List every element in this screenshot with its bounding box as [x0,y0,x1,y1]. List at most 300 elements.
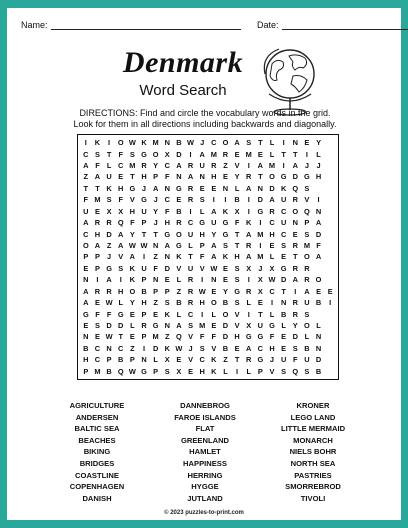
grid-letter[interactable]: K [211,355,217,365]
grid-letter[interactable]: G [234,286,240,296]
grid-letter[interactable] [324,251,336,262]
grid-letter[interactable]: E [222,172,228,182]
grid-letter[interactable]: U [83,206,89,216]
grid-letter[interactable]: R [106,218,112,228]
grid-letter[interactable]: H [234,252,240,262]
grid-letter[interactable]: J [200,138,205,148]
grid-letter[interactable]: W [128,366,136,376]
grid-letter[interactable]: Z [176,286,182,296]
grid-letter[interactable]: D [257,195,264,205]
grid-letter[interactable]: N [199,172,205,182]
grid-letter[interactable]: I [317,195,320,205]
grid-letter[interactable] [324,354,336,365]
grid-letter[interactable]: H [199,366,205,376]
grid-letter[interactable]: A [315,252,322,262]
grid-letter[interactable]: A [176,161,182,171]
grid-letter[interactable]: F [95,309,100,319]
grid-letter[interactable]: O [292,206,299,216]
grid-letter[interactable]: T [188,252,193,262]
grid-letter[interactable]: N [257,183,264,193]
grid-letter[interactable]: P [153,286,159,296]
grid-letter[interactable]: G [304,172,310,182]
grid-letter[interactable]: S [94,321,100,331]
grid-letter[interactable]: E [211,321,217,331]
grid-letter[interactable]: M [94,195,101,205]
grid-letter[interactable]: B [176,206,182,216]
grid-letter[interactable]: F [211,332,217,342]
grid-letter[interactable]: G [152,321,159,331]
grid-letter[interactable]: E [199,183,205,193]
grid-letter[interactable]: W [187,138,195,148]
grid-letter[interactable] [324,183,336,194]
grid-letter[interactable]: R [187,286,194,296]
grid-letter[interactable]: A [211,206,217,216]
grid-letter[interactable]: L [246,366,251,376]
grid-letter[interactable]: K [164,343,170,353]
grid-letter[interactable]: T [141,229,147,239]
grid-letter[interactable]: V [234,309,240,319]
grid-letter[interactable]: R [141,161,147,171]
grid-letter[interactable]: E [257,298,263,308]
grid-letter[interactable]: I [259,218,262,228]
grid-letter[interactable]: A [304,286,310,296]
grid-letter[interactable]: A [246,183,252,193]
grid-letter[interactable]: R [94,286,101,296]
grid-letter[interactable]: A [292,161,298,171]
grid-letter[interactable]: A [246,343,252,353]
grid-letter[interactable]: A [315,218,322,228]
grid-letter[interactable]: R [304,275,310,285]
grid-letter[interactable]: A [199,149,205,159]
grid-letter[interactable]: K [222,206,229,216]
grid-letter[interactable]: I [236,366,239,376]
grid-letter[interactable]: Q [117,218,124,228]
grid-letter[interactable]: E [281,252,287,262]
grid-letter[interactable]: M [257,252,264,262]
grid-letter[interactable]: G [245,332,252,342]
grid-letter[interactable]: R [292,298,298,308]
grid-letter[interactable] [324,148,336,159]
grid-letter[interactable] [324,194,336,205]
grid-letter[interactable]: V [304,195,310,205]
grid-letter[interactable]: N [315,206,322,216]
grid-letter[interactable]: G [141,195,147,205]
grid-letter[interactable]: G [257,206,264,216]
grid-letter[interactable]: K [94,138,101,148]
grid-letter[interactable]: B [315,298,322,308]
grid-letter[interactable]: E [316,286,321,296]
grid-letter[interactable]: E [269,241,275,251]
grid-letter[interactable]: D [176,149,182,159]
grid-letter[interactable]: P [94,252,100,262]
grid-letter[interactable] [324,263,336,274]
grid-letter[interactable]: N [222,183,229,193]
grid-letter[interactable] [324,320,336,331]
grid-letter[interactable]: H [199,229,205,239]
grid-letter[interactable]: K [106,183,112,193]
grid-letter[interactable]: E [234,149,240,159]
grid-letter[interactable]: L [223,366,228,376]
grid-letter[interactable]: E [94,206,100,216]
grid-letter[interactable]: M [210,149,217,159]
grid-letter[interactable]: A [246,252,252,262]
grid-letter[interactable]: T [83,183,89,193]
grid-letter[interactable]: Q [176,332,182,342]
grid-letter[interactable]: L [269,252,275,262]
grid-letter[interactable]: Q [117,366,124,376]
grid-letter[interactable]: K [129,263,136,273]
grid-letter[interactable]: I [108,138,111,148]
grid-letter[interactable]: H [141,298,147,308]
grid-letter[interactable]: S [234,298,240,308]
grid-letter[interactable]: F [293,355,298,365]
grid-letter[interactable]: A [118,229,124,239]
grid-letter[interactable]: L [304,332,310,342]
grid-letter[interactable]: U [187,229,194,239]
grid-letter[interactable]: A [176,321,182,331]
grid-letter[interactable]: G [280,172,287,182]
grid-letter[interactable]: I [142,252,146,262]
grid-letter[interactable]: R [246,286,252,296]
grid-letter[interactable]: B [280,309,287,319]
grid-letter[interactable]: S [304,229,310,239]
grid-letter[interactable]: E [257,149,263,159]
grid-letter[interactable]: V [188,332,193,342]
grid-letter[interactable]: E [153,309,159,319]
grid-letter[interactable]: A [83,286,89,296]
grid-letter[interactable]: C [211,138,217,148]
grid-letter[interactable]: E [83,321,89,331]
grid-letter[interactable]: I [247,206,250,216]
grid-letter[interactable]: L [176,309,182,319]
grid-letter[interactable]: E [94,332,100,342]
grid-letter[interactable]: E [176,195,182,205]
grid-letter[interactable] [324,274,336,285]
grid-letter[interactable]: C [269,286,275,296]
grid-letter[interactable]: X [257,275,263,285]
grid-letter[interactable]: N [292,218,298,228]
grid-letter[interactable]: K [164,309,170,319]
grid-letter[interactable]: S [164,366,170,376]
grid-letter[interactable]: U [187,263,194,273]
grid-letter[interactable]: K [222,252,229,262]
grid-letter[interactable]: A [106,275,112,285]
grid-letter[interactable]: R [292,263,298,273]
grid-letter[interactable]: I [247,309,250,319]
grid-letter[interactable]: L [188,241,193,251]
grid-letter[interactable]: F [130,218,135,228]
grid-letter[interactable]: V [129,195,135,205]
grid-letter[interactable]: P [304,218,310,228]
grid-letter[interactable]: U [304,355,310,365]
grid-letter[interactable]: H [129,206,136,216]
grid-letter[interactable]: E [211,183,217,193]
grid-letter[interactable]: L [234,183,240,193]
grid-letter[interactable]: B [222,298,229,308]
grid-letter[interactable]: X [234,206,240,216]
grid-letter[interactable]: J [107,252,112,262]
grid-letter[interactable]: J [188,343,193,353]
grid-letter[interactable]: R [106,286,112,296]
grid-letter[interactable]: G [257,332,264,342]
grid-letter[interactable]: S [304,309,310,319]
grid-letter[interactable]: P [83,252,89,262]
grid-letter[interactable]: K [211,366,217,376]
grid-letter[interactable]: Y [129,298,135,308]
grid-letter[interactable]: E [292,229,298,239]
grid-letter[interactable]: L [281,321,286,331]
grid-letter[interactable]: Z [83,172,89,182]
grid-letter[interactable]: A [83,161,89,171]
grid-letter[interactable]: O [117,138,124,148]
grid-letter[interactable]: C [257,343,264,353]
grid-letter[interactable]: I [294,286,297,296]
grid-letter[interactable]: W [210,263,218,273]
grid-letter[interactable]: N [292,138,298,148]
grid-letter[interactable]: C [280,229,287,239]
grid-letter[interactable]: X [269,263,275,273]
grid-letter[interactable] [313,183,325,194]
grid-letter[interactable]: X [164,355,170,365]
grid-letter[interactable]: J [269,355,275,365]
grid-letter[interactable]: I [119,275,122,285]
grid-letter[interactable]: O [82,241,89,251]
grid-letter[interactable]: N [83,275,89,285]
grid-letter[interactable]: A [94,241,101,251]
grid-letter[interactable]: O [176,229,182,239]
grid-letter[interactable]: H [94,229,101,239]
grid-letter[interactable]: X [246,321,252,331]
grid-letter[interactable]: E [304,138,310,148]
grid-letter[interactable]: P [153,172,159,182]
grid-letter[interactable]: T [293,252,298,262]
grid-letter[interactable] [324,366,336,377]
grid-letter[interactable]: A [152,183,159,193]
grid-letter[interactable]: L [176,275,182,285]
grid-letter[interactable]: J [153,218,158,228]
grid-letter[interactable]: H [269,343,275,353]
grid-letter[interactable]: U [280,355,287,365]
grid-letter[interactable]: S [199,195,205,205]
grid-letter[interactable]: V [118,252,124,262]
grid-letter[interactable]: S [292,343,298,353]
grid-letter[interactable]: S [246,138,252,148]
grid-letter[interactable]: Y [153,161,159,171]
grid-letter[interactable]: B [83,343,89,353]
grid-letter[interactable]: Y [153,206,159,216]
grid-letter[interactable]: C [94,355,101,365]
grid-letter[interactable]: B [141,286,147,296]
grid-letter[interactable]: P [83,366,89,376]
grid-letter[interactable]: D [222,332,229,342]
grid-letter[interactable]: D [315,229,322,239]
grid-letter[interactable]: A [246,229,252,239]
grid-letter[interactable]: Z [153,252,158,262]
grid-letter[interactable]: G [176,183,182,193]
grid-letter[interactable]: T [293,149,298,159]
grid-letter[interactable]: P [257,366,263,376]
grid-letter[interactable]: K [176,252,182,262]
grid-letter[interactable]: I [247,161,250,171]
grid-letter[interactable]: Q [292,366,299,376]
letter-grid[interactable] [77,134,339,380]
grid-letter[interactable]: A [211,241,217,251]
grid-letter[interactable]: S [199,343,205,353]
grid-letter[interactable]: P [141,275,147,285]
grid-letter[interactable]: X [106,206,112,216]
grid-letter[interactable]: G [117,309,124,319]
grid-letter[interactable]: D [292,332,298,342]
grid-letter[interactable]: J [316,161,321,171]
grid-letter[interactable]: E [222,275,228,285]
grid-letter[interactable]: G [222,218,229,228]
grid-letter[interactable]: S [304,366,310,376]
grid-letter[interactable]: A [83,218,89,228]
grid-letter[interactable]: S [281,241,287,251]
grid-letter[interactable]: N [315,332,322,342]
grid-letter[interactable]: N [176,172,182,182]
grid-letter[interactable]: C [94,343,101,353]
grid-letter[interactable]: C [187,218,194,228]
grid-letter[interactable]: I [247,195,250,205]
grid-letter[interactable]: V [234,161,240,171]
grid-letter[interactable]: R [187,298,194,308]
grid-letter[interactable]: A [94,172,101,182]
grid-letter[interactable]: I [201,275,204,285]
grid-letter[interactable]: M [268,161,276,171]
grid-letter[interactable]: G [106,263,112,273]
grid-letter[interactable]: C [118,343,124,353]
grid-letter[interactable]: S [106,195,112,205]
grid-letter[interactable]: E [129,309,135,319]
grid-letter[interactable]: N [164,138,170,148]
grid-letter[interactable]: I [270,298,274,308]
grid-letter[interactable]: O [152,149,159,159]
grid-letter[interactable]: O [304,321,310,331]
grid-letter[interactable]: R [176,218,182,228]
grid-letter[interactable]: M [152,332,159,342]
grid-letter[interactable]: N [315,343,322,353]
grid-letter[interactable]: I [282,138,285,148]
grid-letter[interactable]: N [164,252,170,262]
grid-letter[interactable]: N [152,275,159,285]
grid-letter[interactable]: K [141,138,147,148]
grid-letter[interactable]: A [129,252,136,262]
grid-letter[interactable]: S [129,149,135,159]
grid-letter[interactable]: Y [292,321,298,331]
grid-letter[interactable]: N [141,355,147,365]
grid-letter[interactable]: O [222,138,229,148]
grid-letter[interactable]: U [280,218,287,228]
grid-letter[interactable]: R [187,275,194,285]
grid-letter[interactable]: T [234,229,240,239]
grid-letter[interactable]: G [269,321,275,331]
grid-letter[interactable]: L [199,206,205,216]
grid-letter[interactable]: U [141,206,147,216]
name-field[interactable] [21,20,241,30]
grid-letter[interactable]: K [280,183,287,193]
grid-letter[interactable]: C [269,218,275,228]
grid-letter[interactable]: R [292,241,298,251]
grid-letter[interactable]: U [199,161,205,171]
grid-letter[interactable]: F [106,309,112,319]
grid-letter[interactable]: B [176,138,182,148]
grid-letter[interactable]: S [234,263,240,273]
grid-letter[interactable] [313,263,325,274]
grid-letter[interactable]: Z [165,332,170,342]
grid-letter[interactable]: I [282,161,285,171]
grid-letter[interactable]: C [118,161,124,171]
grid-letter[interactable]: W [198,286,206,296]
grid-letter[interactable]: L [246,298,251,308]
grid-letter[interactable]: V [199,263,205,273]
grid-letter[interactable]: L [118,298,123,308]
grid-letter[interactable]: G [141,366,147,376]
grid-letter[interactable]: R [292,195,298,205]
grid-letter[interactable]: M [257,229,264,239]
grid-letter[interactable]: A [187,172,194,182]
grid-letter[interactable]: V [234,321,240,331]
grid-letter[interactable]: Z [223,355,228,365]
grid-letter[interactable]: C [187,309,194,319]
grid-letter[interactable]: N [164,183,170,193]
grid-letter[interactable]: R [304,263,310,273]
grid-letter[interactable]: F [118,149,123,159]
grid-letter[interactable]: L [106,161,112,171]
grid-letter[interactable]: V [211,343,217,353]
grid-letter[interactable]: F [95,161,100,171]
grid-letter[interactable]: Q [304,206,310,216]
grid-letter[interactable]: I [259,241,262,251]
grid-letter[interactable]: T [234,355,240,365]
grid-letter[interactable]: X [164,149,170,159]
grid-letter[interactable]: W [140,241,148,251]
grid-letter[interactable]: G [129,183,136,193]
grid-letter[interactable]: I [212,195,215,205]
grid-letter[interactable]: P [129,355,135,365]
grid-letter[interactable]: Z [106,241,112,251]
grid-letter[interactable]: Y [234,172,240,182]
grid-letter[interactable] [324,228,336,239]
grid-letter[interactable]: N [83,332,89,342]
grid-letter[interactable]: D [315,355,322,365]
grid-letter[interactable]: T [95,183,100,193]
grid-letter[interactable]: P [106,355,112,365]
grid-letter[interactable]: F [165,206,170,216]
grid-letter[interactable] [324,137,336,148]
grid-letter[interactable]: L [211,309,217,319]
grid-letter[interactable]: I [201,309,204,319]
grid-letter[interactable]: F [269,332,275,342]
grid-letter[interactable]: D [269,183,275,193]
grid-letter[interactable]: A [83,298,89,308]
grid-letter[interactable]: N [164,321,170,331]
grid-letter[interactable]: N [280,298,287,308]
grid-letter[interactable]: A [292,275,298,285]
grid-letter[interactable]: L [153,355,158,365]
grid-letter[interactable]: W [268,275,276,285]
grid-letter[interactable]: I [224,195,227,205]
grid-letter[interactable]: V [269,366,275,376]
grid-letter[interactable]: I [96,275,99,285]
grid-letter[interactable]: G [141,149,147,159]
grid-letter[interactable]: R [187,183,194,193]
grid-letter[interactable]: T [106,149,112,159]
grid-letter[interactable]: E [164,275,170,285]
grid-letter[interactable]: R [187,161,194,171]
grid-letter[interactable] [324,160,336,171]
grid-letter[interactable]: P [141,332,147,342]
